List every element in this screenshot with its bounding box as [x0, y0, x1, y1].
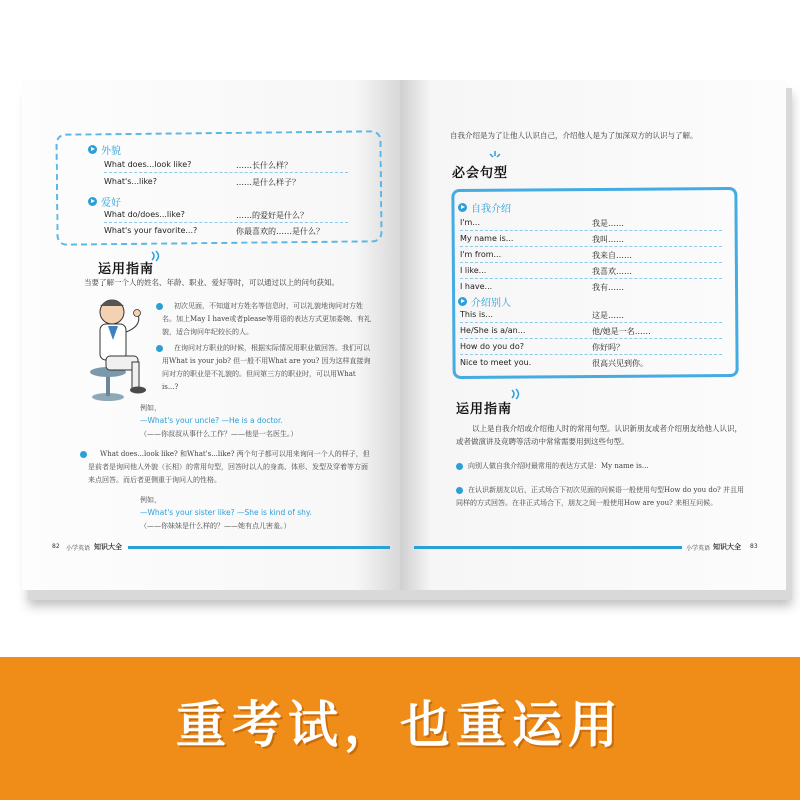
section-title: 爱好	[101, 198, 121, 209]
section-title: 介绍别人	[471, 298, 511, 309]
section-hobby	[88, 194, 121, 209]
row-english: Nice to meet you.	[460, 358, 532, 367]
divider	[104, 222, 348, 223]
row-chinese: ……长什么样？	[236, 161, 292, 170]
section-appearance	[88, 142, 121, 157]
row-chinese: 你好吗？	[592, 343, 624, 352]
divider	[460, 246, 722, 247]
section-title: 外貌	[101, 146, 121, 157]
page-number: 83	[750, 543, 758, 550]
row-english: I like...	[460, 266, 487, 275]
row-chinese: 我是……	[592, 219, 624, 228]
book-title-big: 知识大全	[713, 543, 741, 551]
left-page	[22, 80, 400, 590]
section-introduce-others	[458, 294, 511, 309]
example-label: 例如，	[140, 496, 161, 504]
divider	[460, 230, 722, 231]
section-title: 自我介绍	[471, 204, 511, 215]
example-english: —What's your sister like? —She is kind of shy.	[140, 508, 312, 517]
signal-icon	[510, 388, 524, 400]
tip-paragraph-1	[162, 300, 374, 339]
bullet-text: 向别人做自我介绍时最常用的表达方式是：My name is...	[468, 462, 649, 470]
divider	[460, 338, 722, 339]
info-icon	[156, 303, 163, 310]
guide-intro: 当要了解一个人的姓名、年龄、职业、爱好等时，可以通过以上的问句获知。	[84, 278, 339, 287]
intro-text: 自我介绍是为了让他人认识自己，介绍他人是为了加深双方的认识与了解。	[450, 131, 698, 140]
row-chinese: 我叫……	[592, 235, 624, 244]
divider	[460, 278, 722, 279]
example-chinese: （——你妹妹是什么样的？——她有点儿害羞。）	[140, 522, 291, 530]
row-english: What do/does...like?	[104, 210, 185, 219]
row-chinese: ……是什么样子？	[236, 178, 300, 187]
divider	[460, 322, 722, 323]
row-english: How do you do?	[460, 342, 524, 351]
bullet-1	[456, 460, 748, 473]
info-icon	[456, 487, 463, 494]
row-english: This is...	[460, 310, 493, 319]
sparkle-icon	[488, 150, 502, 162]
divider	[460, 354, 722, 355]
guide-heading: 运用指南	[98, 262, 155, 277]
signal-icon	[150, 250, 164, 262]
book-title-big: 知识大全	[94, 543, 122, 551]
play-icon	[458, 203, 467, 212]
bullet-text: 在认识新朋友以后，正式场合下初次见面的问候语一般使用句型How do you do? 并且用同样的方式回答。在非正式场合下，朋友之间一般使用How are you? 来相互问候。	[456, 486, 745, 507]
must-know-heading: 必会句型	[452, 166, 509, 181]
divider	[460, 262, 722, 263]
info-icon	[156, 345, 163, 352]
tip-text: What does...look like? 和What's...like? 两个句子都可以用来询问一个人的样子，但是前者是询问他人外貌（长相）的常用句型，回答时以人的身高、体形、发型及穿着等方面来点回答。而后者更侧重于询问人的性格。	[88, 450, 370, 484]
row-chinese: ……的爱好是什么？	[236, 211, 308, 220]
play-icon	[88, 145, 97, 154]
example-chinese: （——你叔叔从事什么工作？——他是一名医生。）	[140, 430, 298, 438]
tip-paragraph-2	[162, 342, 374, 394]
promo-banner	[0, 657, 800, 800]
page-number: 82	[52, 543, 60, 550]
section-self-intro	[458, 200, 511, 215]
footer-bar	[414, 546, 682, 549]
row-english: What does...look like?	[104, 160, 192, 169]
book-title-small: 小学英语	[66, 545, 91, 552]
banner-slogan: 重考试，也重运用	[176, 696, 624, 754]
row-chinese: 很高兴见到你。	[592, 359, 648, 368]
row-english: My name is...	[460, 234, 514, 243]
row-english: I have...	[460, 282, 493, 291]
row-chinese: 我来自……	[592, 251, 632, 260]
open-book	[22, 80, 792, 600]
guide-text: 以上是自我介绍或介绍他人时的常用句型。认识新朋友或者介绍朋友给他人认识，或者做演讲及竞聘等活动中常常需要用到这些句型。	[456, 424, 742, 446]
row-chinese: 这是……	[592, 311, 624, 320]
row-english: I'm from...	[460, 250, 502, 259]
info-icon	[456, 463, 463, 470]
row-english: What's your favorite...?	[104, 226, 198, 235]
row-chinese: 我有……	[592, 283, 624, 292]
footer-bar	[128, 546, 390, 549]
play-icon	[88, 197, 97, 206]
example-english: —What's your uncle? —He is a doctor.	[140, 416, 283, 425]
tip-text: 初次见面，不知道对方姓名等信息时，可以礼貌地询问对方姓名。加上May I have或者please等用语的表达方式更加委婉、有礼貌，适合询问年纪较长的人。	[162, 302, 372, 336]
bullet-2	[456, 484, 748, 510]
play-icon	[458, 297, 467, 306]
divider	[104, 172, 348, 173]
seated-man-illustration	[78, 292, 152, 404]
tip-paragraph-3	[88, 448, 374, 487]
row-chinese: 他/她是一名……	[592, 327, 651, 336]
row-english: I'm...	[460, 218, 480, 227]
row-chinese: 我喜欢……	[592, 267, 632, 276]
info-icon	[80, 451, 87, 458]
book-title-small: 小学英语	[686, 545, 711, 552]
guide-heading: 运用指南	[456, 402, 513, 417]
row-english: What's...like?	[104, 177, 157, 186]
tip-text: 在询问对方职业的时候，根据实际情况用职业做回答。我们可以用What is your job? 但一般不用What are you? 因为这样直接询问对方的职业是不礼貌的。但问第三方的职业时，可以用What is...?	[162, 344, 371, 391]
example-label: 例如，	[140, 404, 161, 412]
row-chinese: 你最喜欢的……是什么？	[236, 227, 324, 236]
right-page	[400, 80, 786, 590]
row-english: He/She is a/an...	[460, 326, 526, 335]
